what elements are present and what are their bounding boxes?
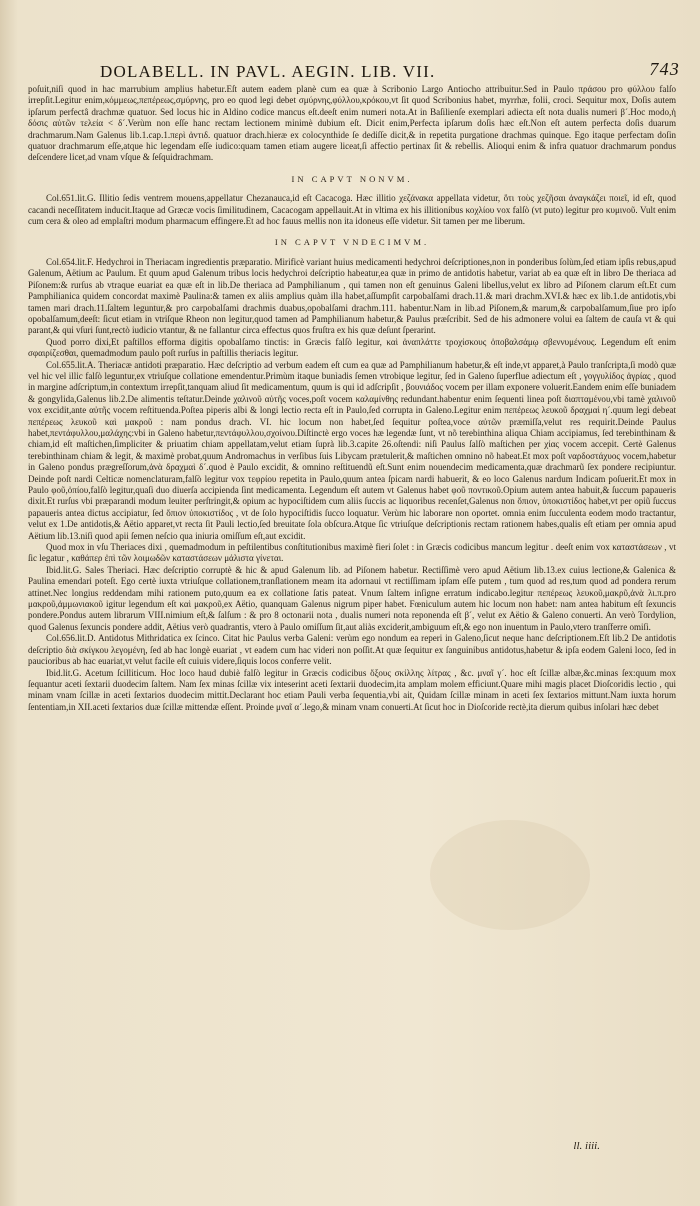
paragraph: Col.656.lit.D. Antidotus Mithridatica ex ſcinco. Citat hic Paulus verba Galeni: verùm ego nondum ea reperi in Galeno,ſicut neque hanc deſcriptionem.Eſt lib.2 De antidotis deſcriptio διὰ σκίγκου λεγομένη, ſed ab hac longè euariat , vt eadem cum hac videri non poſſit.At quæ ſequitur ex ſanguinibus antidotus,habetur & ipſa eodem Galeni loco, ſed in paucioribus ab hac euariat,vt velut facile eſt cuiuis videre,ſiquis locos conferre velit. (28, 633, 676, 667)
paragraph: Col.655.lit.A. Theriacæ antidoti præparatio. Hæc deſcriptio ad verbum eadem eſt cum ea quæ ad Pamphilianum habetur,& eſt inde,vt apparet,à Paulo tranſcripta,ſi modò quæ vel hic vel illic falſò leguntur,ex vtriuſque collatione emendentur.Primùm itaque bunìadis ſemen vtrobique legitur, ſed in Galeno ſuperflue adiectum eſt , γογγυλίδος ἀγρίας , quod in margine adſcriptum,in contextum irrepſit,tanquam aliud ſit medicamentum, quum is qui id adſcripſit , βουνιάδος vocem per illam exponere voluerit.Eandem enim eſſe buniadem & gongylida,Galenus lib.2.De alimentis teſtatur.Deinde χαλινοῦ αὐτῆς voces,poſt vocem καλαμίνθης redundant.habentur enim ſequenti linea poſt διαπταμένου,vbi tamè χαλινοῦ vox excidit,ante αὐτῆς vocem reſtituenda.Poſtea piperis albi & longi lectio recta eſt in Paulo,ſed corrupta in Galeno.Legitur enim πεπέρεως λευκοῦ δραχμαὶ η´.quum legi debeat πεπέρεως λευκοῦ καὶ μακροῦ : nam pondus drach. VI. hic locum non habet,ſed ſequitur poſtea,voce αὐτῶν præmiſſa,velut res requirit.Deinde Paulus habet,πεντάφυλλου,μαλάχης:vbi in Galeno habetur,πεντάφυλλου,σχοίνου.Diſtinctè ergo voces hæ legendæ ſunt, vt nõ terebinthina aliqua Chiam accipiamus, ſed terebinthinam & chiam,id eſt maſtichen,ſimpliciter & priuatim chiam appellatam,velut etiam ſuprà lib.3.capite 26.oſtendi: niſi Paulus ſalſò maſtichen per χίας vocem accepit. Certè Galenus terebinthinam chiam & legit, & maximè probat,quum Andromachus in verſibus ſuis Libycam prætulerit,& maſtichen omnino nõ habeat.Et mox poſt ναρδοστάχυος vocem,habetur in Galeno pondus prægreſſorum,ἀνὰ δραχμαὶ δ´.quod è Paulo excidit, & omnino reſtituendũ eſt.Sunt enim nouendecim medicamenta,quæ drachmarũ ſex pondere recipiuntur. Deinde poſt nardi Celticæ nomenclaturam,falſò legitur vox τεφρίου repetita in Paulo,quum antea ſpicam nardi habuerit, & eo loco Galenus nardum Indicam poſuerit.Et mox in Paulo φοῦ,ὀπίου,falſò legitur,quaſi duo diuerſa accipienda ſint medicamenta. Legendum eſt autem vt Galenus habet φοῦ ποντικοῦ.Opium autem antea habuit,& ſuccum papaueris dixit.Et rurſus vbi præparandi modum leuiter perſtringit,& opium ac hypociſtidem cum aliis ſuccis ac liquoribus recenſet,Galenus non ὄπιον, ὑποκιστίδος habet,vt per opiũ ſuccus papaueris antea dictus accipiatur, ſed ὄπιον ὑποκιστίδος , vt de ſolo hypociſtidis ſucco loquatur. Verùm hic laborare non oportet. omnia enim ſucculenta eodem modo tractantur, velut ex 1.De antidotis,& Aëtio apparet,vt recta ſit Pauli lectio,ſed breuitate ſola obſcura.Atque ſic vtriuſque deſcriptionis rectam rationem habes,qualis eſt etiam per omnia apud Aëtium lib.13.niſi quod apii ſemen neſcio qua iniuria omiſſum eſt,aut excidit. (28, 359, 676, 541)
text-column (28, 84, 676, 713)
chapter-heading: IN CAPVT NONVM. (291, 173, 413, 184)
paragraph: Quod porro dixi,Et paſtillos efforma digitis opobalſamo tinctis: in Græcis falſò legitur, καὶ ἀναπλάττε τροχίσκους ὁποβαλσάμῳ σβεννυμένους. Legendum eſt enim σφαιρίζεσθαι, quemadmodum paulo poſt rurſus in paſtillis theriacis legitur. (28, 336, 676, 359)
signature-mark: ll. iiii. (573, 1140, 600, 1152)
paper-stain (430, 820, 590, 930)
paragraph: Col.651.lit.G. Illitio ſedis ventrem mouens,appellatur Chezanauca,id eſt Cacacoga. Hæc illitio χεζάνακα appellata videtur, ὅτι τοὺς χεζῆσαι ἀναγκάζει ποιεῖ, id eſt, quod cacandi neceſſitatem inducit.Itaque ad Græcæ vocis ſimilitudinem, Cacacogam appellauit.At in vltima ex his illitionibus κοχλίου vox falſò (vt puto) legitur pro κυμινοῦ. Vult enim cum cera & oleo ad emplaſtri modum pharmacum effingere.Et ad hoc fauus mellis non ita idoneus eſſe videtur. Sit tamen per me liberum. (28, 193, 676, 227)
paragraph: Quod mox in vſu Theriaces dixi , quemadmodum in peſtilentibus conſtitutionibus maximè fieri ſolet : in Græcis codicibus mancum legitur . deeſt enim vox καταστάσεων , vt ſic legatur , καθάπερ ἐπὶ τῶν λοιμωδῶν καταστάσεων μάλιστα γίνεται. (28, 542, 676, 564)
paragraph: poſuit,niſi quod in hac marrubium amplius habetur.Eſt autem eadem planè cum ea quæ à Scribonio Largo Antiocho attribuitur.Sed in Paulo πράσου pro φύλλου falſo irrepſit.Legitur enim,κόμμεως,πεπέρεως,σμύρνης, pro eo quod legi debet σμύρνης,φύλλου,κρόκου,vt ſit quod Scribonius habet, myrrhæ, folii, croci. Sequitur mox, Doſis autem ipſarum perfectâ drachmæ quatuor. Sed locus hic in Aldino codice mancus eſt.deeſt enim numeri nota.At in Baſilienſe exemplari adiecta eſt nota dualis numeri β´.Hoc modo,ἡ δόσις αὐτῶν τελεία < δ´.Verùm non eſſe hanc rectam lectionem minimè dubium eſt. Dicit enim,Perfecta ipſarum doſis hæc eſt.Non eſt autem perfecta doſis duarum drachmarum.Nam Galenus lib.1.cap.1.περὶ ἀντιδ. quatuor drach.hieræ ex colocynthide ſe dediſſe dicit,& in repetita purgatione drachmas quinque. Ego itaque perfectam doſin quatuor drachmarum eſſe,atque hic legendam eſſe iudico:quam tamen etiam augere liceat,ſi affectio pertinax ſit & rebellis. Alioqui enim & infra quatuor drachmarum pondus deſcendere licet,ad vnam vſque & ſeſquidrachmam. (28, 84, 676, 163)
running-header (100, 59, 680, 82)
chapter-heading: IN CAPVT VNDECIMVM. (274, 237, 430, 248)
page-number: 743 (649, 59, 680, 79)
paragraph: Ibid.lit.G. Acetum ſcilliticum. Hoc loco haud dubiè falſò legitur in Græcis codicibus ὄξους σκίλλης λίτρας , &c. μναῖ γ´. hoc eſt ſcillæ albæ,&c.minas ſex:quum mox ſequantur aceti ſextarii duodecim ſaltem. Nam ſex minas ſcillæ vix inteserint aceti ſextarii duodecim,ita amplam molem efficiunt.Quare mihi magis placet Dioſcoridis lectio , qui minam vnam ſcillæ in aceti ſextarios duodecim mittit.Declarant hoc etiam Pauli verba ſequentia,vbi ait, Quidam ſcillæ minam in aceti ſex ſextarios mittunt.Nam iuxta horum ſententiam,in XII.aceti ſextarios duæ ſcillæ mittendæ eſſent. Proinde μναῖ α´.lego,& minam vnam conuerti.At ſicut hoc in Dioſcoride rectè,ita dierum quibus inſolari hæc debet (28, 667, 676, 712)
running-title: DOLABELL. IN PAVL. AEGIN. LIB. VII. (100, 62, 436, 81)
paragraph: Col.654.lit.F. Hedychroi in Theriacam ingredientis præparatio. Mirificè variant huius medicamenti hedychroi deſcriptiones,non in ponderibus ſolùm,ſed etiam ipſis rebus,apud Galenum, Aëtium ac Paulum. Et quum apud Galenum tribus locis hedychroi deſcriptio habeatur,ea quæ in primo de antidotis habetur, variat ab ea quæ eſt in libro De theriaca ad Piſonem:& rurſus ab vtraque euariat ea quæ eſt in lib.De theriaca ad Pamphilianum , qui tamen non eſt genuinus Galeni libellus,velut ex libro ad Piſonem clarum eſt.Et cum Pamphilianica quidem concordat maximè Paulina:& tamen ex aliis amplius quàm illa habet,aſſumpſit carpobalſami drach.11.& mari drachm.XVI.& hæc ex lib.1.de antidotis,vbi tamen mari drach.11.ſaltem leguntur,& pro carpobalſami drachmis duabus,opobalſami drachm.111. habentur.Nam in lib.ad Piſonem,& marum,& carpobalſamum,ſiue pro ipſo opobalſamum,deeſt: ſicut etiam in vtriſque Rheon non legitur,quod tamen ad Pamphilianum habetur,& Paulus præſcribit. Sed de his admonere volui ea ſaltem de cauſa vt & qui parant,& qui vſuri ſunt,rectò iudicio vtantur, & ne fallantur circa effectus quos fruſtra ex his quæ deſunt ſperarint. (28, 256, 676, 336)
paragraph: Ibid.lit.G. Sales Theriaci. Hæc deſcriptio corruptè & hic & apud Galenum lib. ad Piſonem habetur. Rectiſſimè vero apud Aëtium lib.13.ex cuius lectione,& Galenica & Paulina emendari poteſt. Ego certè iuxta vtriuſque collationem,tranſlationem meam ita adornaui vt rectiſſimam ipſam eſſe putem , tum quod ad res,tum quod ad pondera rerum attinet.Nec longius reddendam mihi rationem puto,quum ea ex collatione ſatis pateat. Vnum ſaltem inſigne erratum indicabo.legitur πεπέρεως λευκοῦ,μακρῦ,ἀνὰ λι.π.pro μακροῦ,ἀμμωνιακοῦ igitur legendum eſt καὶ μακροῦ,ex Aëtio, quanquam Galenus nigrum piper habet. Fœniculum autem hic locum non habet: nam antea habitum eſt ſexuncis pondere.Pondus autem librarum VIII.nimium eſt,& ſalſum : & pro 8 octonarii nota , dualis numeri nota reponenda eſt β´, velut ex Aëtio & Galeno conuerti. An verò Tordylion, quod Galenus ſexuncis pondere addit, Aëtius verò quadrantis, vtero à Paulo omiſſum ſit,aut aliàs exciderit,ambiguum eſt,& ego non inuentum in Paulo,vtero tranſferre omiſi. (28, 564, 676, 632)
